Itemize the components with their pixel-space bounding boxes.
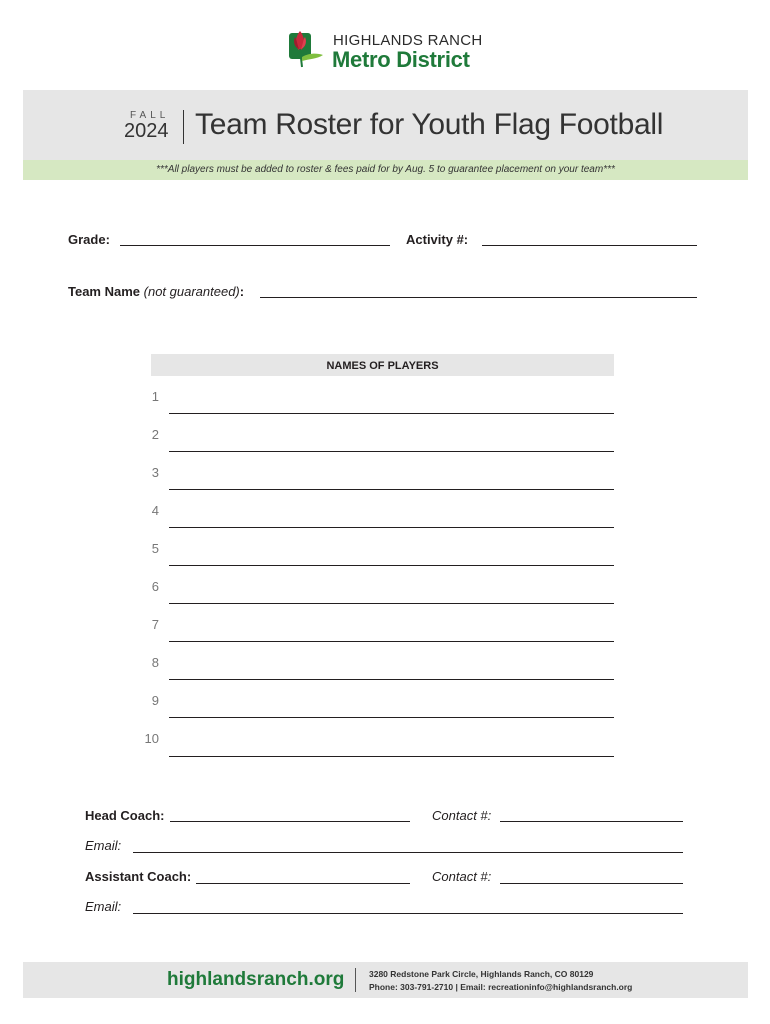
district-logo: [289, 27, 489, 73]
team-name-colon: :: [239, 284, 245, 299]
head-coach-contact-label: Contact #:: [432, 808, 492, 823]
year-label: 2024: [124, 120, 169, 142]
player-name-field[interactable]: [169, 527, 614, 528]
player-name-field[interactable]: [169, 489, 614, 490]
player-number: 5: [151, 541, 159, 556]
player-number: 10: [144, 731, 159, 746]
assistant-coach-field[interactable]: [196, 883, 410, 884]
players-header-text: NAMES OF PLAYERS: [326, 360, 439, 372]
footer-contact: Phone: 303-791-2710 | Email: recreationinfo@highlandsranch.org: [369, 982, 633, 992]
player-number: 1: [151, 389, 159, 404]
head-coach-contact-field[interactable]: [500, 821, 683, 822]
players-table-header: [151, 354, 614, 376]
player-number: 2: [151, 427, 159, 442]
player-name-field[interactable]: [169, 756, 614, 757]
player-name-field[interactable]: [169, 603, 614, 604]
assistant-coach-email-label: Email:: [85, 899, 122, 914]
team-name-label: [68, 284, 244, 299]
assistant-coach-contact-label: Contact #:: [432, 869, 492, 884]
season-label: FALL: [130, 110, 170, 121]
assistant-coach-contact-field[interactable]: [500, 883, 683, 884]
head-coach-label: Head Coach:: [85, 808, 165, 823]
player-name-field[interactable]: [169, 679, 614, 680]
player-number: 4: [151, 503, 159, 518]
footer-band: [23, 962, 748, 998]
team-name-note: (not guaranteed): [143, 284, 240, 299]
player-name-field[interactable]: [169, 717, 614, 718]
head-coach-field[interactable]: [170, 821, 410, 822]
player-name-field[interactable]: [169, 641, 614, 642]
player-number: 6: [151, 579, 159, 594]
team-name-field[interactable]: [260, 297, 697, 298]
team-name-label-text: Team Name: [68, 284, 141, 299]
player-number: 9: [151, 693, 159, 708]
footer-website-link[interactable]: highlandsranch.org: [167, 969, 345, 990]
flower-logo-icon: [289, 27, 327, 71]
footer-address: 3280 Redstone Park Circle, Highlands Ranch, CO 80129: [369, 969, 594, 979]
activity-field[interactable]: [482, 245, 697, 246]
head-coach-email-field[interactable]: [133, 852, 683, 853]
player-number: 3: [151, 465, 159, 480]
grade-field[interactable]: [120, 245, 390, 246]
player-number: 8: [151, 655, 159, 670]
logo-top-text: HIGHLANDS RANCH: [333, 32, 483, 49]
player-number: 7: [151, 617, 159, 632]
assistant-coach-email-field[interactable]: [133, 913, 683, 914]
footer-divider: [355, 968, 356, 992]
deadline-notice: ***All players must be added to roster & fees paid for by Aug. 5 to guarantee placement on your team***: [156, 164, 615, 175]
title-divider: [183, 110, 184, 144]
player-name-field[interactable]: [169, 565, 614, 566]
notice-band: [23, 160, 748, 180]
grade-label: Grade:: [68, 232, 110, 247]
assistant-coach-label: Assistant Coach:: [85, 869, 192, 884]
activity-label: Activity #:: [406, 232, 469, 247]
logo-bottom-text: Metro District: [332, 47, 470, 72]
page-title: Team Roster for Youth Flag Football: [195, 108, 664, 141]
player-name-field[interactable]: [169, 413, 614, 414]
player-name-field[interactable]: [169, 451, 614, 452]
head-coach-email-label: Email:: [85, 838, 122, 853]
